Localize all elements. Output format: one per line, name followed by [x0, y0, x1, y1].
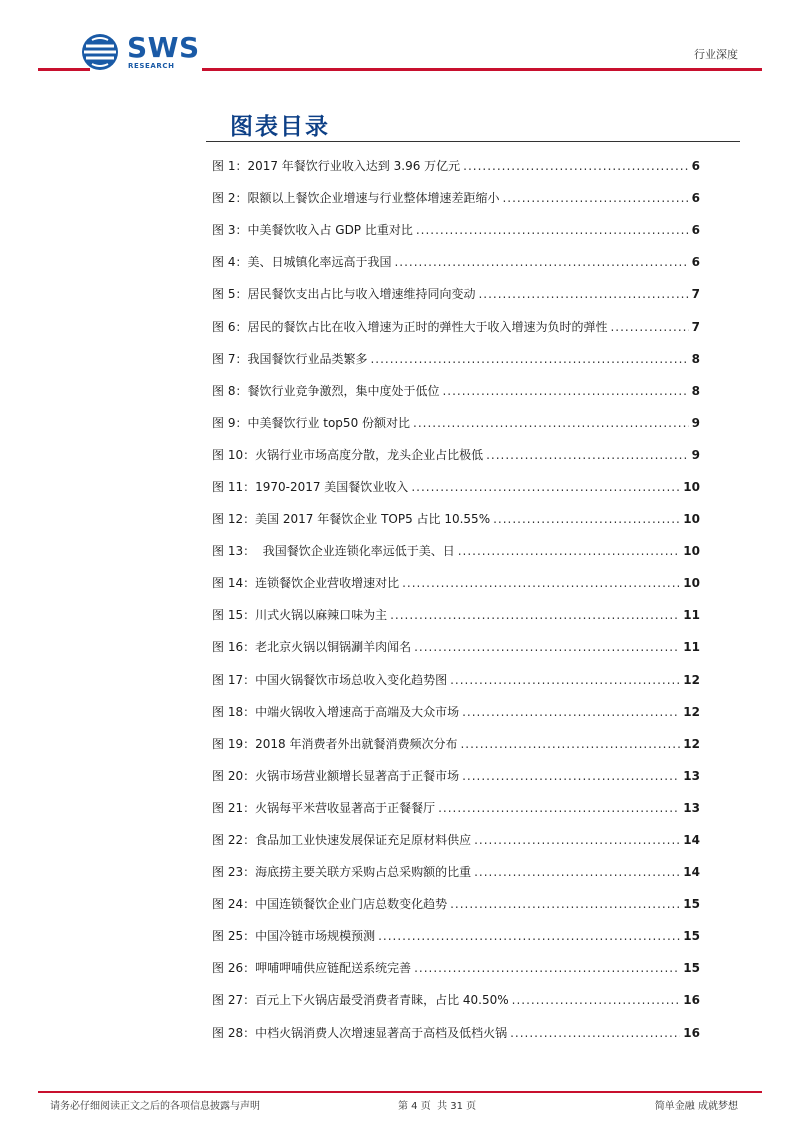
toc-item-label: 图 24：中国连锁餐饮企业门店总数变化趋势 [212, 897, 448, 912]
toc-item-page: 12 [683, 704, 700, 719]
toc-item[interactable] [212, 310, 700, 342]
toc-leader-dots [512, 992, 681, 1008]
toc-item-label: 图 18：中端火锅收入增速高于高端及大众市场 [212, 704, 460, 719]
toc-item-page: 8 [691, 383, 700, 398]
toc-item-label: 图 6：居民的餐饮占比在收入增速为正时的弹性大于收入增速为负时的弹性 [212, 319, 608, 334]
report-type-tag: 行业深度 [694, 48, 738, 61]
logo-subtitle: RESEARCH [128, 62, 175, 70]
toc-item[interactable] [212, 246, 700, 278]
toc-item[interactable] [212, 631, 700, 663]
toc-leader-dots [442, 383, 688, 399]
toc-item[interactable] [212, 471, 700, 503]
toc-item[interactable] [212, 599, 700, 631]
header-rule-left [38, 68, 90, 71]
toc-leader-dots [413, 415, 689, 431]
toc-item-page: 11 [683, 608, 700, 623]
toc-leader-dots [610, 319, 688, 335]
toc-item[interactable] [212, 567, 700, 599]
toc-item[interactable] [212, 696, 700, 728]
toc-leader-dots [370, 351, 688, 367]
toc-item-page: 14 [683, 865, 700, 880]
toc-item-page: 6 [691, 255, 700, 270]
toc-leader-dots [394, 254, 688, 270]
toc-item-page: 15 [683, 929, 700, 944]
footer-disclaimer: 请务必仔细阅读正文之后的各项信息披露与声明 [50, 1101, 260, 1112]
toc-item-label: 图 14：连锁餐饮企业营收增速对比 [212, 576, 400, 591]
toc-item-label: 图 16：老北京火锅以铜锅涮羊肉闻名 [212, 640, 412, 655]
toc-item-label: 图 13： 我国餐饮企业连锁化率远低于美、日 [212, 544, 455, 559]
toc-item-label: 图 23：海底捞主要关联方采购占总采购额的比重 [212, 865, 472, 880]
toc-leader-dots [462, 768, 680, 784]
toc-item-page: 10 [683, 479, 700, 494]
toc-leader-dots [493, 511, 680, 527]
toc-leader-dots [450, 896, 680, 912]
figure-toc-list [212, 150, 700, 1049]
toc-item-page: 11 [683, 640, 700, 655]
toc-item-label: 图 5：居民餐饮支出占比与收入增速维持同向变动 [212, 287, 476, 302]
toc-leader-dots [474, 832, 680, 848]
footer-rule [38, 1091, 762, 1093]
toc-item-label: 图 22：食品加工业快速发展保证充足原材料供应 [212, 833, 472, 848]
toc-leader-dots [478, 286, 688, 302]
toc-item-label: 图 19：2018 年消费者外出就餐消费频次分布 [212, 736, 458, 751]
toc-leader-dots [450, 672, 680, 688]
toc-item-page: 10 [683, 512, 700, 527]
toc-leader-dots [378, 928, 680, 944]
toc-item-label: 图 20：火锅市场营业额增长显著高于正餐市场 [212, 768, 460, 783]
toc-item-page: 13 [683, 768, 700, 783]
toc-item-page: 10 [683, 544, 700, 559]
toc-leader-dots [474, 864, 680, 880]
toc-item-page: 6 [691, 159, 700, 174]
toc-item[interactable] [212, 503, 700, 535]
toc-item-label: 图 10：火锅行业市场高度分散，龙头企业占比极低 [212, 447, 484, 462]
toc-item-label: 图 12：美国 2017 年餐饮企业 TOP5 占比 10.55% [212, 512, 491, 527]
toc-item-page: 9 [691, 415, 700, 430]
toc-item-label: 图 21：火锅每平米营收显著高于正餐餐厅 [212, 800, 436, 815]
toc-item[interactable] [212, 856, 700, 888]
toc-item[interactable] [212, 182, 700, 214]
toc-item[interactable] [212, 728, 700, 760]
toc-item[interactable] [212, 407, 700, 439]
toc-item-page: 14 [683, 833, 700, 848]
toc-item-label: 图 26：呷哺呷哺供应链配送系统完善 [212, 961, 412, 976]
toc-leader-dots [463, 158, 688, 174]
toc-leader-dots [510, 1025, 680, 1041]
toc-item-label: 图 2：限额以上餐饮企业增速与行业整体增速差距缩小 [212, 191, 500, 206]
toc-item-label: 图 3：中美餐饮收入占 GDP 比重对比 [212, 223, 413, 238]
logo-wordmark: SWS [127, 31, 200, 64]
toc-item-label: 图 7：我国餐饮行业品类繁多 [212, 351, 368, 366]
toc-leader-dots [486, 447, 689, 463]
toc-item-page: 13 [683, 800, 700, 815]
toc-leader-dots [460, 736, 680, 752]
toc-item-label: 图 25：中国冷链市场规模预测 [212, 929, 376, 944]
toc-item[interactable] [212, 535, 700, 567]
toc-leader-dots [416, 222, 689, 238]
toc-item-label: 图 4：美、日城镇化率远高于我国 [212, 255, 392, 270]
toc-leader-dots [462, 704, 680, 720]
toc-item-page: 7 [691, 319, 700, 334]
toc-leader-dots [502, 190, 688, 206]
toc-leader-dots [414, 639, 680, 655]
toc-item-label: 图 1：2017 年餐饮行业收入达到 3.96 万亿元 [212, 159, 461, 174]
toc-leader-dots [458, 543, 681, 559]
toc-item-label: 图 17：中国火锅餐饮市场总收入变化趋势图 [212, 672, 448, 687]
title-divider [206, 141, 740, 142]
toc-leader-dots [411, 479, 680, 495]
toc-item[interactable] [212, 952, 700, 984]
toc-item[interactable] [212, 920, 700, 952]
toc-leader-dots [402, 575, 680, 591]
header-rule-right [202, 68, 762, 71]
toc-leader-dots [414, 960, 680, 976]
toc-item[interactable] [212, 760, 700, 792]
toc-item-label: 图 11：1970-2017 美国餐饮业收入 [212, 479, 409, 494]
toc-item-label: 图 27：百元上下火锅店最受消费者青睐，占比 40.50% [212, 993, 509, 1008]
toc-item-page: 15 [683, 961, 700, 976]
toc-item-page: 7 [691, 287, 700, 302]
toc-item[interactable] [212, 343, 700, 375]
toc-item[interactable] [212, 439, 700, 471]
toc-item-label: 图 8：餐饮行业竞争激烈，集中度处于低位 [212, 383, 440, 398]
toc-item[interactable] [212, 792, 700, 824]
toc-item-page: 6 [691, 191, 700, 206]
toc-item-label: 图 15：川式火锅以麻辣口味为主 [212, 608, 388, 623]
toc-item[interactable] [212, 888, 700, 920]
toc-item[interactable] [212, 1017, 700, 1049]
toc-item-page: 9 [691, 447, 700, 462]
toc-item[interactable] [212, 214, 700, 246]
page-title: 图表目录 [230, 114, 330, 140]
toc-item[interactable] [212, 824, 700, 856]
toc-item-label: 图 28：中档火锅消费人次增速显著高于高档及低档火锅 [212, 1025, 508, 1040]
toc-item[interactable] [212, 664, 700, 696]
toc-item-page: 6 [691, 223, 700, 238]
toc-item-page: 8 [691, 351, 700, 366]
toc-item[interactable] [212, 375, 700, 407]
toc-item-label: 图 9：中美餐饮行业 top50 份额对比 [212, 415, 411, 430]
toc-item[interactable] [212, 278, 700, 310]
footer-page-number: 第 4 页 共 31 页 [398, 1101, 477, 1112]
footer-slogan: 简单金融 成就梦想 [654, 1101, 738, 1112]
toc-item-page: 12 [683, 672, 700, 687]
toc-item-page: 15 [683, 897, 700, 912]
toc-item[interactable] [212, 150, 700, 182]
toc-item-page: 16 [683, 993, 700, 1008]
toc-item-page: 16 [683, 1025, 700, 1040]
toc-item-page: 12 [683, 736, 700, 751]
toc-item[interactable] [212, 984, 700, 1016]
toc-leader-dots [438, 800, 680, 816]
toc-leader-dots [390, 607, 680, 623]
toc-item-page: 10 [683, 576, 700, 591]
